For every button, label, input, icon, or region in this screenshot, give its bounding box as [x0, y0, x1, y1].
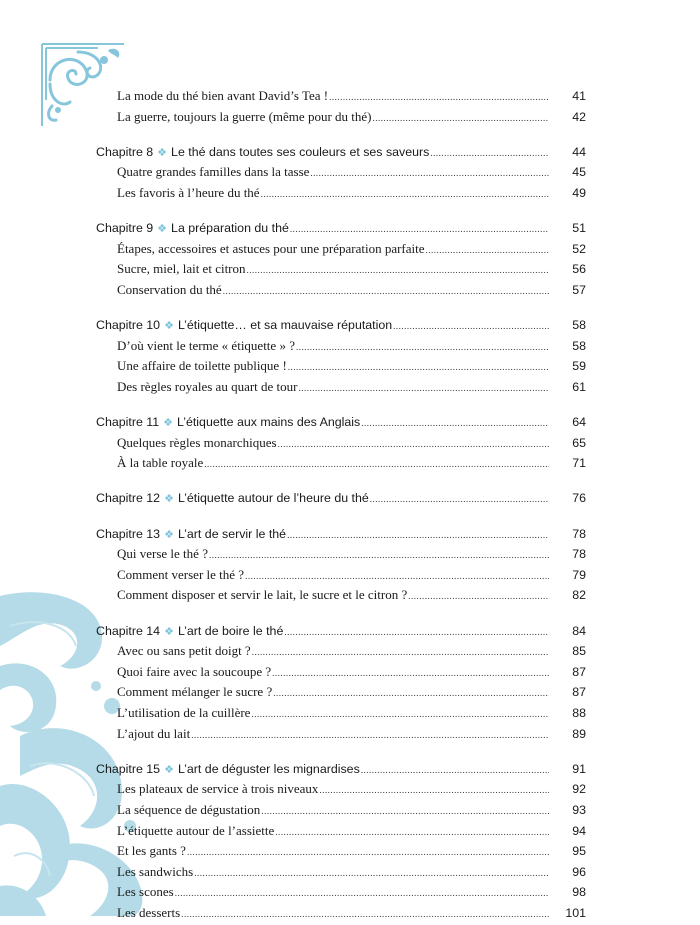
dot-leader: [372, 108, 549, 129]
toc-entry: [96, 377, 586, 398]
toc-entry: [96, 433, 586, 454]
page-number: 59: [572, 359, 586, 374]
dot-leader: [430, 143, 549, 164]
toc-entry: [96, 259, 586, 280]
page-number: 71: [572, 456, 586, 471]
diamond-ornament-icon: ❖: [164, 625, 174, 638]
dot-leader: [287, 525, 549, 546]
section-title: Et les gants ?: [117, 843, 186, 859]
chapter-title: L’art de boire le thé: [177, 623, 284, 638]
dot-leader: [191, 725, 549, 746]
toc-entry: [96, 703, 586, 724]
chapter-number: Chapitre 13: [96, 526, 161, 541]
page-number: 76: [572, 491, 586, 506]
toc-entry: [96, 724, 586, 745]
dot-leader: [175, 883, 549, 904]
section-title: Quatre grandes familles dans la tasse: [117, 164, 310, 180]
page-number: 87: [572, 664, 586, 679]
chapter-title: L’étiquette autour de l’heure du thé: [177, 491, 369, 506]
toc-chapter-entry: [96, 621, 586, 642]
dot-leader: [361, 413, 549, 434]
dot-leader: [310, 163, 549, 184]
page-number: 92: [572, 782, 586, 797]
chapter-number: Chapitre 15: [96, 761, 161, 776]
page-number: 51: [572, 221, 586, 236]
diamond-ornament-icon: ❖: [164, 320, 174, 333]
section-title: La guerre, toujours la guerre (même pour du thé): [117, 108, 372, 124]
section-title: Quelques règles monarchiques: [117, 434, 277, 450]
section-title: Qui verse le thé ?: [117, 546, 208, 562]
toc-entry: [96, 682, 586, 703]
toc-entry: [96, 336, 586, 357]
chapter-number: Chapitre 14: [96, 623, 161, 638]
toc-entry: [96, 453, 586, 474]
toc-entry: [96, 841, 586, 862]
section-title: Quoi faire avec la soucoupe ?: [117, 663, 272, 679]
section-title: D’où vient le terme « étiquette » ?: [117, 337, 295, 353]
page-number: 93: [572, 802, 586, 817]
toc-chapter-entry: [96, 412, 586, 433]
chapter-number: Chapitre 9: [96, 221, 154, 236]
page-number: 41: [572, 89, 586, 103]
toc-entry: [96, 356, 586, 377]
toc-chapter-entry: [96, 142, 586, 163]
section-title: L’utilisation de la cuillère: [117, 705, 251, 720]
section-title: Comment mélanger le sucre ?: [117, 684, 273, 700]
diamond-ornament-icon: ❖: [164, 528, 174, 541]
dot-leader: [273, 683, 549, 704]
page-number: 56: [572, 262, 586, 277]
toc-chapter-entry: [96, 488, 586, 509]
diamond-ornament-icon: ❖: [163, 417, 174, 430]
diamond-ornament-icon: ❖: [164, 763, 174, 776]
dot-leader: [361, 760, 549, 781]
dot-leader: [252, 642, 549, 663]
page-number: 61: [572, 379, 586, 394]
dot-leader: [426, 240, 549, 261]
page-number: 58: [572, 338, 586, 353]
dot-leader: [319, 780, 549, 801]
page-number: 98: [572, 885, 586, 900]
page-number: 44: [572, 144, 586, 159]
page-number: 85: [572, 644, 586, 659]
dot-leader: [194, 863, 549, 884]
toc-entry: [96, 107, 586, 128]
toc-entry: [96, 779, 586, 800]
diamond-ornament-icon: ❖: [164, 493, 174, 506]
dot-leader: [181, 904, 549, 925]
section-title: Les desserts: [117, 904, 181, 920]
chapter-title: La préparation du thé: [171, 221, 289, 236]
page-number: 88: [572, 706, 586, 720]
section-title: Les plateaux de service à trois niveaux: [117, 781, 319, 797]
dot-leader: [393, 316, 549, 337]
section-title: Les favoris à l’heure du thé: [117, 184, 260, 200]
dot-leader: [261, 184, 549, 205]
section-title: Étapes, accessoires et astuces pour une préparation parfaite: [117, 240, 425, 256]
dot-leader: [245, 566, 549, 587]
toc-entry: [96, 903, 586, 924]
page-number: 58: [572, 318, 586, 333]
page-number: 101: [565, 905, 586, 920]
dot-leader: [209, 545, 549, 566]
page-number: 45: [572, 165, 586, 180]
toc-entry: [96, 183, 586, 204]
section-title: Une affaire de toilette publique !: [117, 358, 287, 374]
chapter-number: Chapitre 8: [96, 144, 154, 159]
toc-chapter-entry: [96, 218, 586, 239]
page-number: 65: [572, 435, 586, 450]
section-title: Des règles royales au quart de tour: [117, 378, 298, 394]
page-number: 52: [572, 241, 586, 256]
dot-leader: [247, 260, 549, 281]
dot-leader: [296, 337, 549, 358]
chapter-number: Chapitre 10: [96, 318, 161, 333]
page-number: 87: [572, 685, 586, 700]
dot-leader: [288, 357, 549, 378]
toc-entry: [96, 544, 586, 565]
page-number: 84: [572, 623, 586, 638]
chapter-title: L’étiquette… et sa mauvaise réputation: [177, 318, 393, 333]
dot-leader: [329, 87, 549, 108]
chapter-title: L’étiquette aux mains des Anglais: [177, 415, 361, 430]
page-number: 42: [572, 109, 586, 124]
page-number: 95: [572, 844, 586, 859]
section-title: Comment verser le thé ?: [117, 566, 245, 582]
page-number: 49: [572, 185, 586, 200]
diamond-ornament-icon: ❖: [157, 146, 168, 159]
toc-entry: [96, 565, 586, 586]
chapter-title: Le thé dans toutes ses couleurs et ses saveurs: [171, 144, 430, 159]
chapter-title: L’art de déguster les mignardises: [177, 761, 360, 776]
page-number: 78: [572, 526, 586, 541]
toc-entry: [96, 641, 586, 662]
diamond-ornament-icon: ❖: [157, 223, 168, 236]
table-of-contents: [96, 86, 586, 924]
section-title: Comment disposer et servir le lait, le sucre et le citron ?: [117, 587, 408, 603]
section-title: À la table royale: [117, 455, 204, 471]
toc-chapter-entry: [96, 315, 586, 336]
toc-entry: [96, 86, 586, 107]
section-title: La mode du thé bien avant David’s Tea !: [117, 88, 329, 103]
page-number: 79: [572, 567, 586, 582]
page-number: 57: [572, 282, 586, 297]
toc-entry: [96, 239, 586, 260]
section-title: Les scones: [117, 884, 174, 900]
dot-leader: [275, 822, 549, 843]
toc-entry: [96, 882, 586, 903]
dot-leader: [284, 622, 549, 643]
toc-chapter-entry: [96, 759, 586, 780]
toc-entry: [96, 662, 586, 683]
dot-leader: [187, 842, 549, 863]
dot-leader: [408, 586, 549, 607]
toc-entry: [96, 862, 586, 883]
toc-entry: [96, 800, 586, 821]
section-title: Avec ou sans petit doigt ?: [117, 643, 251, 659]
toc-entry: [96, 280, 586, 301]
dot-leader: [251, 704, 549, 725]
section-title: La séquence de dégustation: [117, 801, 261, 817]
section-title: Les sandwichs: [117, 863, 194, 879]
dot-leader: [204, 454, 549, 475]
dot-leader: [370, 489, 549, 510]
section-title: Conservation du thé: [117, 281, 222, 297]
section-title: L’ajout du lait: [117, 725, 191, 741]
page-number: 91: [572, 761, 586, 776]
toc-entry: [96, 585, 586, 606]
dot-leader: [290, 219, 549, 240]
dot-leader: [299, 378, 550, 399]
dot-leader: [261, 801, 549, 822]
section-title: Sucre, miel, lait et citron: [117, 261, 246, 277]
dot-leader: [223, 281, 549, 302]
page-number: 82: [572, 588, 586, 603]
page-number: 78: [572, 547, 586, 562]
chapter-number: Chapitre 11: [96, 415, 160, 430]
page-number: 89: [572, 726, 586, 741]
toc-entry: [96, 162, 586, 183]
page-number: 94: [572, 823, 586, 838]
toc-entry: [96, 821, 586, 842]
dot-leader: [272, 663, 549, 684]
chapter-title: L’art de servir le thé: [177, 526, 287, 541]
section-title: L’étiquette autour de l’assiette: [117, 822, 275, 838]
page-number: 64: [572, 415, 586, 430]
dot-leader: [278, 434, 549, 455]
page-number: 96: [572, 864, 586, 879]
toc-chapter-entry: [96, 524, 586, 545]
chapter-number: Chapitre 12: [96, 491, 161, 506]
